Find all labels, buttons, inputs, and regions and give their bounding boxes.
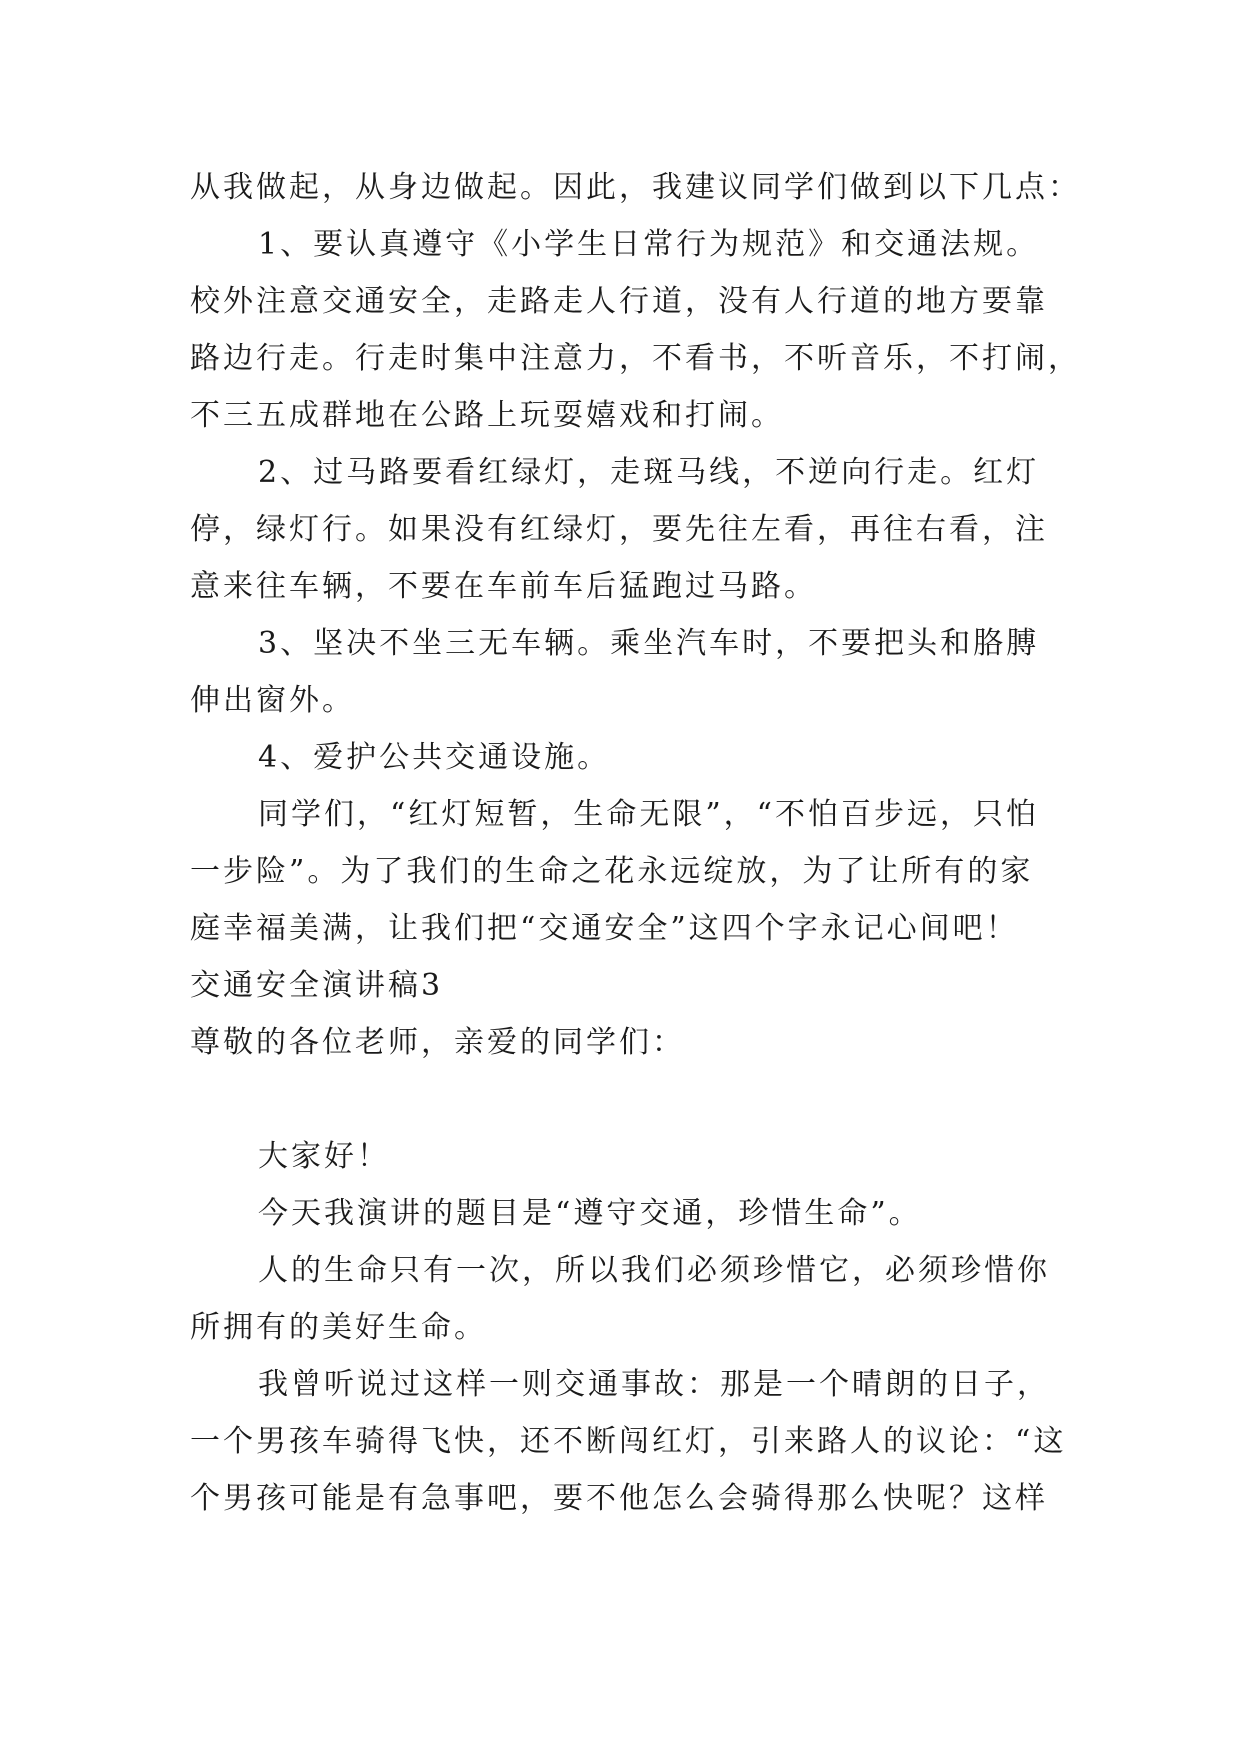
text-line: 同学们，“红灯短暂，生命无限”，“不怕百步远，只怕 — [258, 797, 1040, 832]
text-line: 停，绿灯行。如果没有红绿灯，要先往左看，再往右看，注 — [190, 512, 1048, 547]
text-line: 2、过马路要看红绿灯，走斑马线，不逆向行走。红灯 — [258, 455, 1040, 490]
text-line: 3、坚决不坐三无车辆。乘坐汽车时，不要把头和胳膊 — [258, 626, 1040, 661]
text-line: 意来往车辆，不要在车前车后猛跑过马路。 — [190, 569, 817, 604]
text-line: 一个男孩车骑得飞快，还不断闯红灯，引来路人的议论：“这 — [190, 1424, 1067, 1459]
text-line: 校外注意交通安全，走路走人行道，没有人行道的地方要靠 — [190, 284, 1048, 319]
text-line: 所拥有的美好生命。 — [190, 1310, 487, 1345]
text-line: 伸出窗外。 — [190, 683, 355, 718]
text-line: 不三五成群地在公路上玩耍嬉戏和打闹。 — [190, 398, 784, 433]
text-line: 4、爱护公共交通设施。 — [258, 740, 611, 775]
salutation: 尊敬的各位老师，亲爱的同学们： — [190, 1025, 685, 1060]
text-line: 1、要认真遵守《小学生日常行为规范》和交通法规。 — [258, 227, 1040, 262]
text-line: 人的生命只有一次，所以我们必须珍惜它，必须珍惜你 — [258, 1253, 1050, 1288]
text-line: 路边行走。行走时集中注意力，不看书，不听音乐，不打闹， — [190, 341, 1081, 376]
text-line: 我曾听说过这样一则交通事故：那是一个晴朗的日子， — [258, 1367, 1050, 1402]
section-heading: 交通安全演讲稿3 — [190, 968, 444, 1003]
text-line: 个男孩可能是有急事吧，要不他怎么会骑得那么快呢？这样 — [190, 1481, 1048, 1516]
text-line: 今天我演讲的题目是“遵守交通，珍惜生命”。 — [258, 1196, 922, 1231]
text-line: 一步险”。为了我们的生命之花永远绽放，为了让所有的家 — [190, 854, 1034, 889]
text-line: 庭幸福美满，让我们把“交通安全”这四个字永记心间吧！ — [190, 911, 1019, 946]
text-line: 从我做起，从身边做起。因此，我建议同学们做到以下几点： — [190, 170, 1081, 205]
greeting: 大家好！ — [258, 1139, 390, 1174]
